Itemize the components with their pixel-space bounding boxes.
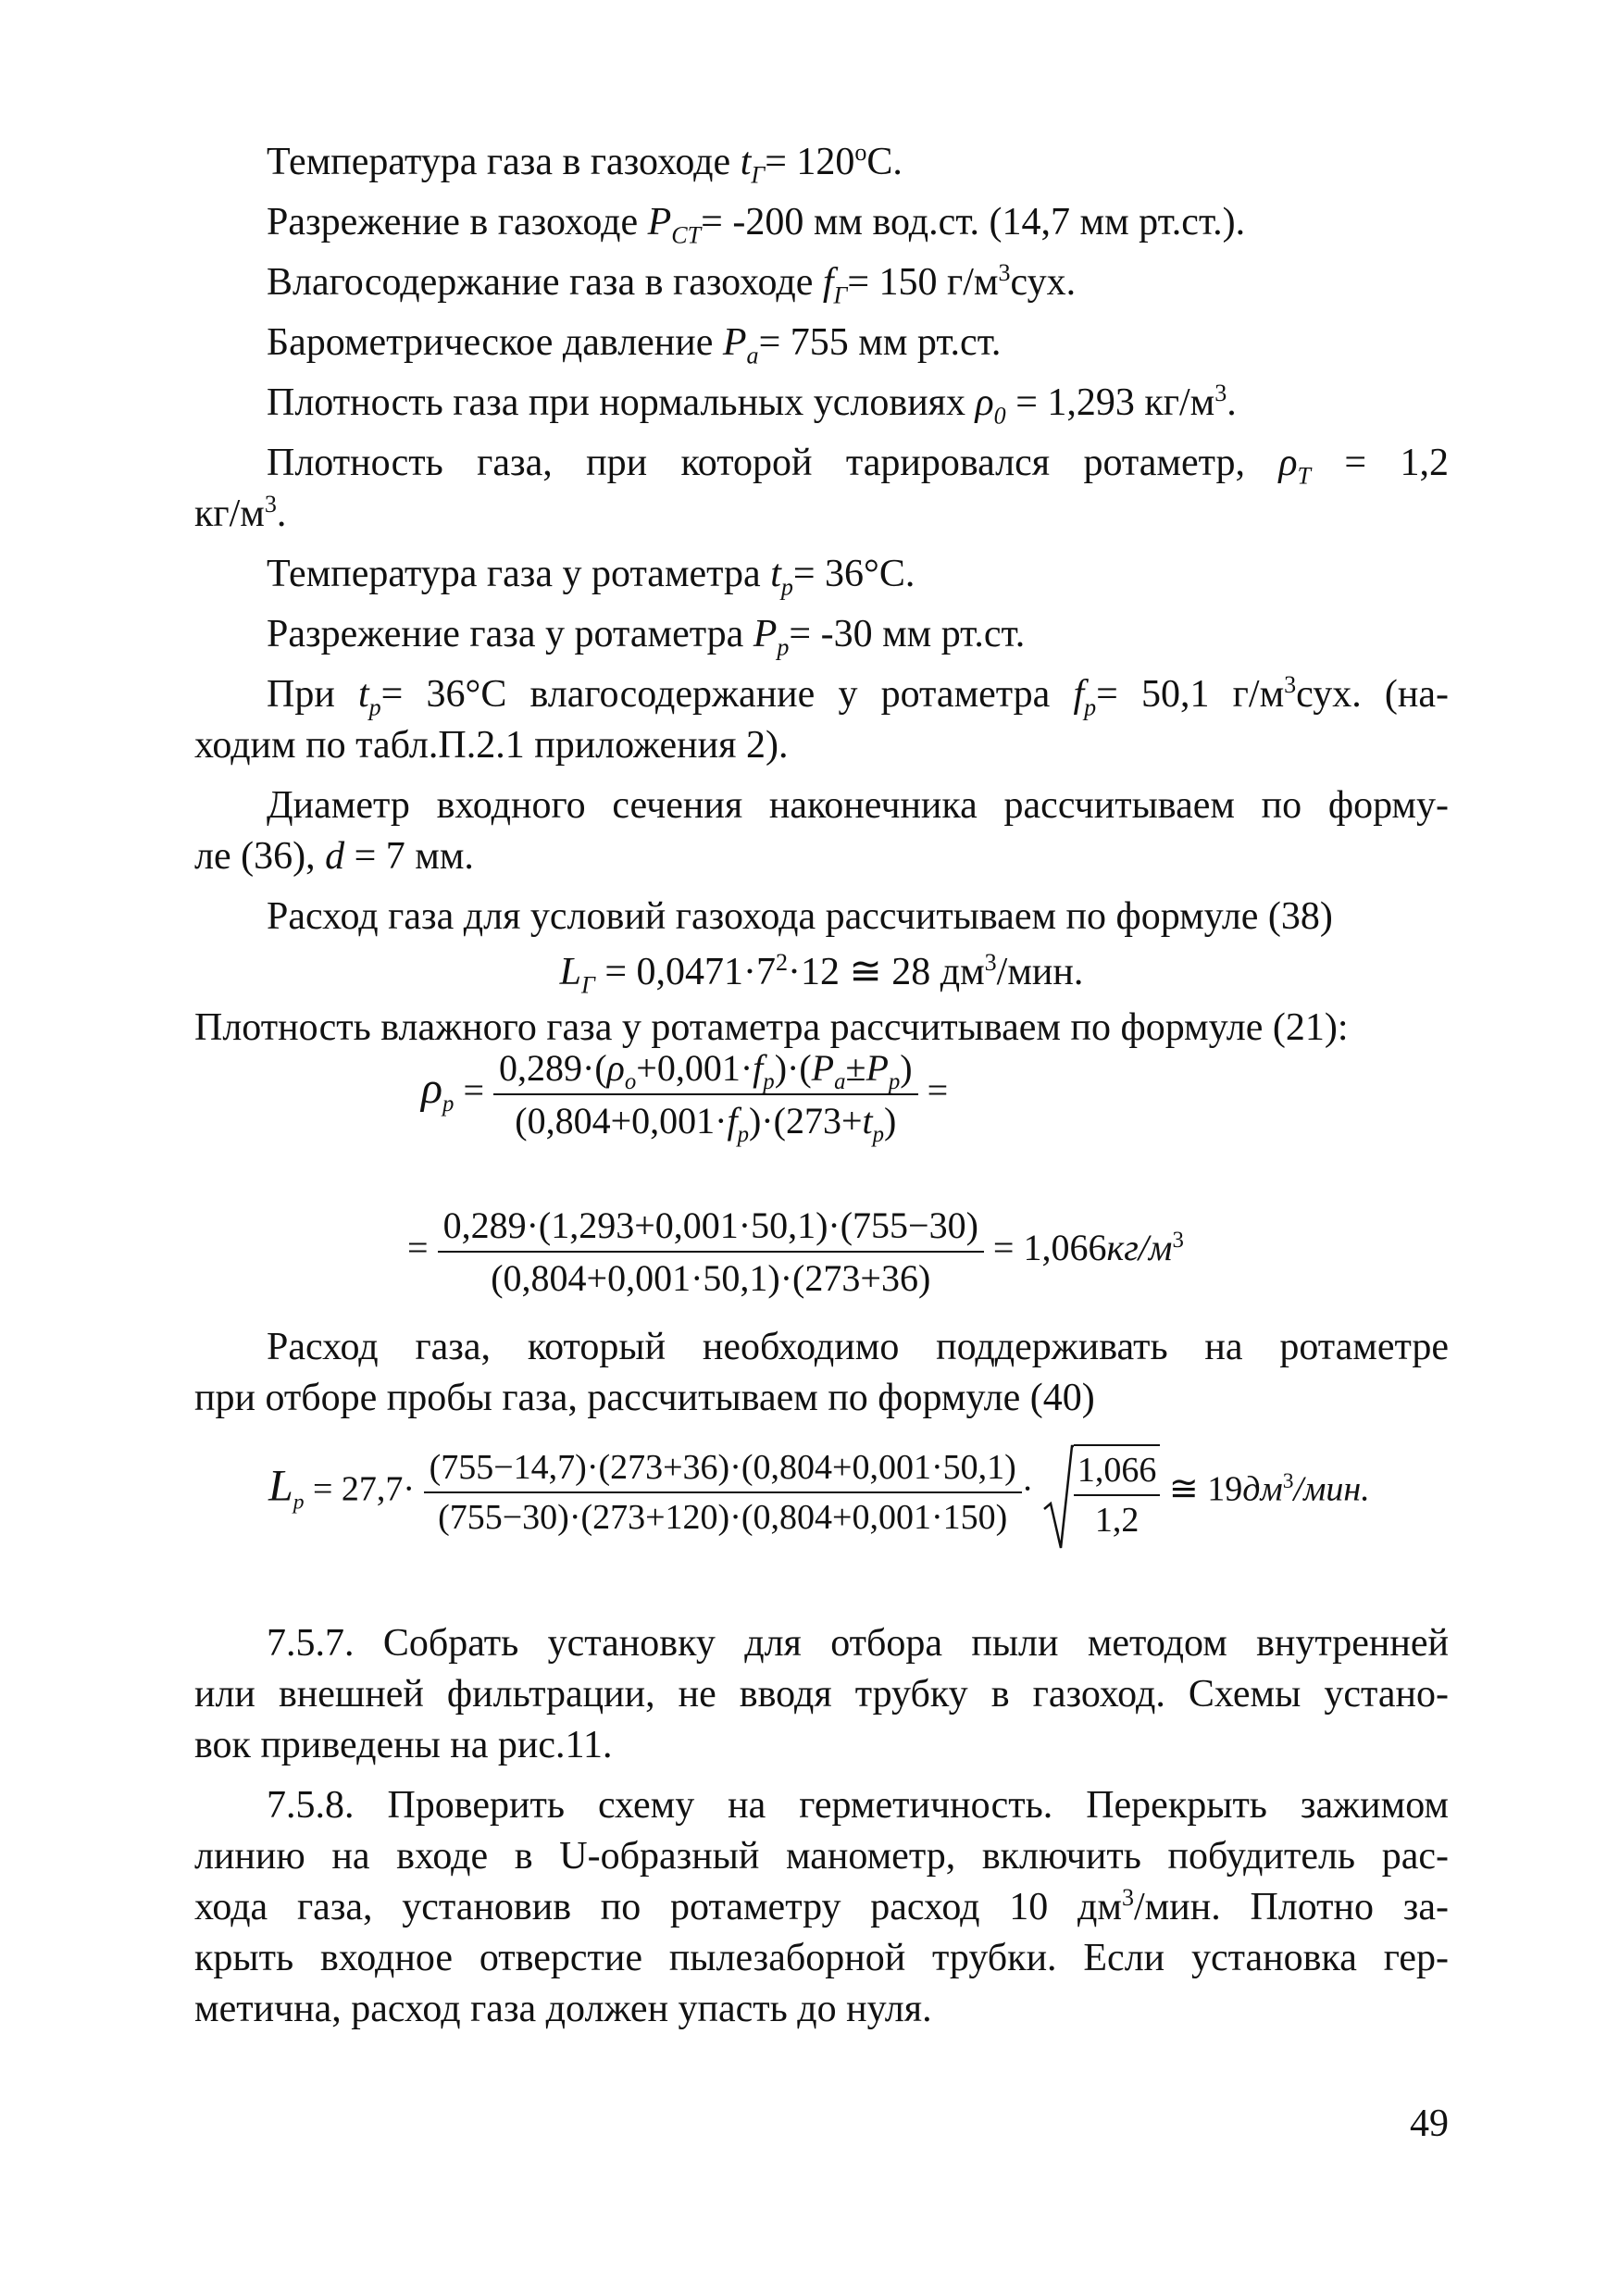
text-line-9: Разрежение газа у ротаметра $P_p= -30$ мм рт.ст. [267,613,1026,661]
text-line-20: вок приведены на рис.11. [194,1724,613,1766]
text-line-7: $кг/м^3$. [194,491,287,535]
text-line-13: ле (36), d = 7 мм. [194,835,474,878]
text-line-17: при отборе пробы газа, рассчитываем по формуле (40) [194,1377,1095,1419]
text-line-6: Плотность газа, при которой тарировался ротаметр, $\rho_Т = 1,2$ [267,442,1449,490]
text-line-25: метична, расход газа должен упасть до нуля. [194,1988,932,2030]
page-number: 49 [1410,2103,1449,2145]
formula-21-general: $\rho_p$ = $\frac{0,289\cdot(\rho_o+0,001\cdot f_p)\cdot(P_a\pm P_p)}{(0,804+0,001\cdot f_p)\cdot(273+t_p)}$ = [421,1047,949,1147]
text-line-10: При $t_p= 36^\circ С$ влагосодержание у ротаметра $f_p= 50,1$ $г/м^3сух$. (на- [267,671,1450,721]
square-root-icon: $\frac{1,066}{1,2}$ [1042,1444,1161,1541]
text-line-1: Температура газа в газоходе $t_Г= 120^oС$. [267,139,903,189]
text-line-16: Расход газа, который необходимо поддерживать на ротаметре [267,1326,1449,1368]
text-line-5: Плотность газа при нормальных условиях $\rho_0 = 1,293$ $кг/м^3$. [267,380,1237,430]
formula-40-fraction: $\frac{(755-14,7)\cdot(273+36)\cdot(0,804+0,001\cdot 50,1)}{(755-30)\cdot(273+120)\cdot(0,804+0,001\cdot 150)}$ [424,1447,1022,1538]
text-line-12: Диаметр входного сечения наконечника рассчитываем по форму- [267,784,1449,827]
formula-40-result: $L_p = 27,7\cdot$ $\frac{(755-14,7)\cdot(273+36)\cdot(0,804+0,001\cdot 50,1)}{(755-30)\cdot(273+120)\cdot(0,804+0,001\cdot 150)}$ · $\frac{1,066}{1,2}$ ≅ $19дм^3$/мин. [268,1444,1370,1541]
text-line-19: или внешней фильтрации, не вводя трубку в газоход. Схемы устано- [194,1673,1449,1716]
formula-21-fraction: $\frac{0,289\cdot(\rho_o+0,001\cdot f_p)\cdot(P_a\pm P_p)}{(0,804+0,001\cdot f_p)\cdot(273+t_p)}$ [493,1046,918,1142]
text-line-3: Влагосодержание газа в газоходе $f_Г= 150$ $г/м^3сух$. [267,259,1077,309]
text-line-18: 7.5.7. Собрать установку для отбора пыли методом внутренней [267,1622,1449,1665]
formula-21-substituted: = $\frac{0,289\cdot(1,293+0,001\cdot 50,1)\cdot(755-30)}{(0,804+0,001\cdot 50,1)\cdot(273+36)}$ = $1,066кг/м^3$ [407,1204,1184,1299]
formula-38-result: $L_Г = 0,0471\cdot 7^2\cdot 12$ ≅ 28 $дм^3$/мин. [559,949,1084,999]
text-line-11: ходим по табл.П.2.1 приложения 2). [194,724,789,767]
text-line-2: Разрежение в газоходе $P_{СТ}= -200$ мм вод.ст. (14,7 мм рт.ст.). [267,201,1246,249]
text-line-21: 7.5.8. Проверить схему на герметичность. Перекрыть зажимом [267,1784,1449,1827]
text-line-14: Расход газа для условий газохода рассчитываем по формуле (38) [267,895,1333,938]
text-line-22: линию на входе в U-образный манометр, включить побудитель рас- [194,1835,1449,1878]
text-line-15: Плотность влажного газа у ротаметра рассчитываем по формуле (21): [194,1006,1349,1049]
text-line-24: крыть входное отверстие пылезаборной трубки. Если установка гер- [194,1937,1449,1979]
text-line-4: Барометрическое давление $P_а= 755$ мм рт.ст. [267,321,1002,369]
text-line-23: хода газа, установив по ротаметру расход 10 $дм^3$/мин. Плотно за- [194,1884,1449,1928]
formula-21-values-fraction: $\frac{0,289\cdot(1,293+0,001\cdot 50,1)\cdot(755-30)}{(0,804+0,001\cdot 50,1)\cdot(273+36)}$ [438,1204,984,1300]
text-line-8: Температура газа у ротаметра $t_p= 36^\circ С$. [267,553,915,601]
